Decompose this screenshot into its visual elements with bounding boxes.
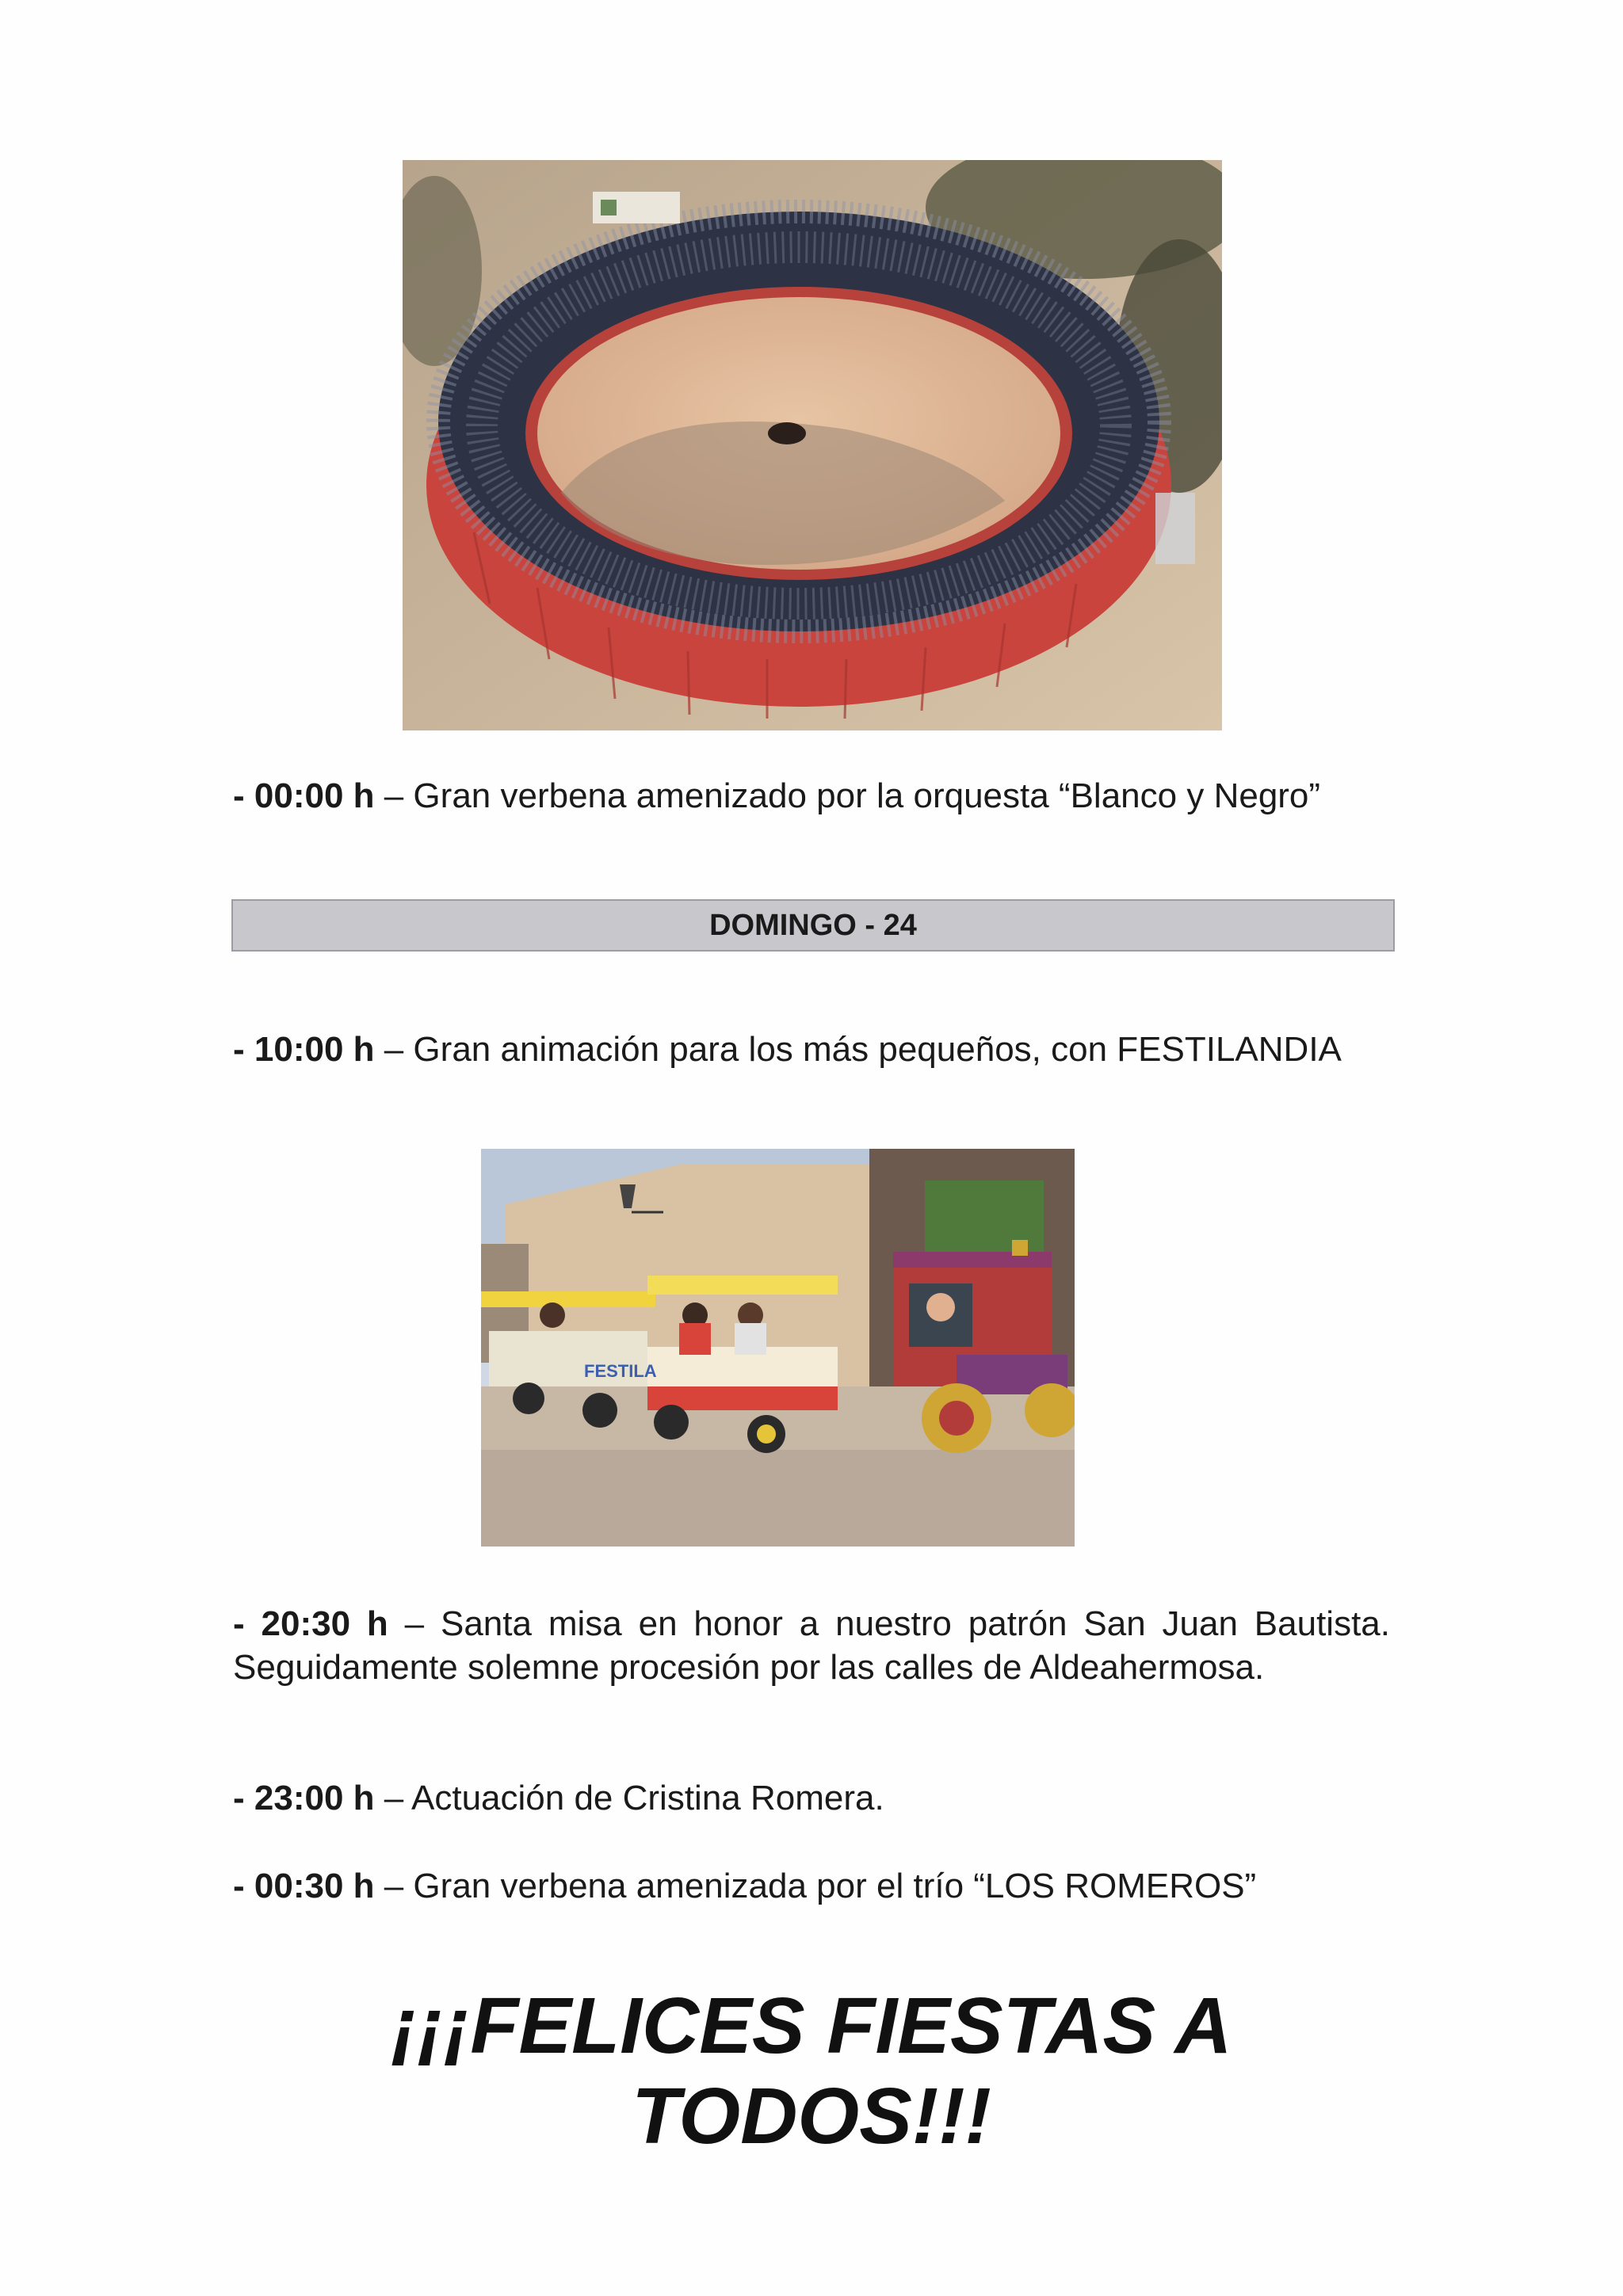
event-description: – Gran verbena amenizada por el trío “LOS ROMEROS”: [374, 1867, 1257, 1905]
event-festilandia: [233, 1028, 1390, 1071]
train-illustration: [481, 1149, 1075, 1547]
event-time: - 00:30 h: [233, 1867, 375, 1905]
day-header-domingo: DOMINGO - 24: [231, 899, 1395, 952]
event-santa-misa: [233, 1602, 1390, 1689]
event-description: – Santa misa en honor a nuestro patrón San Juan Bautista. Seguidamente solemne procesión por las calles de Aldeahermosa.: [233, 1604, 1391, 1687]
event-description: – Actuación de Cristina Romera.: [374, 1779, 884, 1817]
event-description: – Gran verbena amenizado por la orquesta “Blanco y Negro”: [374, 776, 1321, 815]
event-cristina-romera: [233, 1776, 1390, 1820]
event-description: – Gran animación para los más pequeños, con FESTILANDIA: [374, 1030, 1342, 1069]
closing-greeting: [233, 1981, 1390, 2161]
bullring-photo: [403, 160, 1222, 730]
event-los-romeros: [233, 1864, 1390, 1908]
closing-line-1: ¡¡¡FELICES FIESTAS A: [391, 1981, 1232, 2070]
closing-line-2: TODOS!!!: [632, 2072, 991, 2161]
event-time: - 00:00 h: [233, 776, 375, 815]
event-time: - 10:00 h: [233, 1030, 375, 1069]
bullring-illustration: [403, 160, 1222, 730]
event-time: - 20:30 h: [233, 1604, 388, 1643]
festilandia-train-photo: [481, 1149, 1075, 1547]
event-time: - 23:00 h: [233, 1779, 375, 1817]
event-verbena-blanco-negro: [233, 774, 1390, 818]
train-sign-text: FESTILA: [584, 1361, 657, 1381]
